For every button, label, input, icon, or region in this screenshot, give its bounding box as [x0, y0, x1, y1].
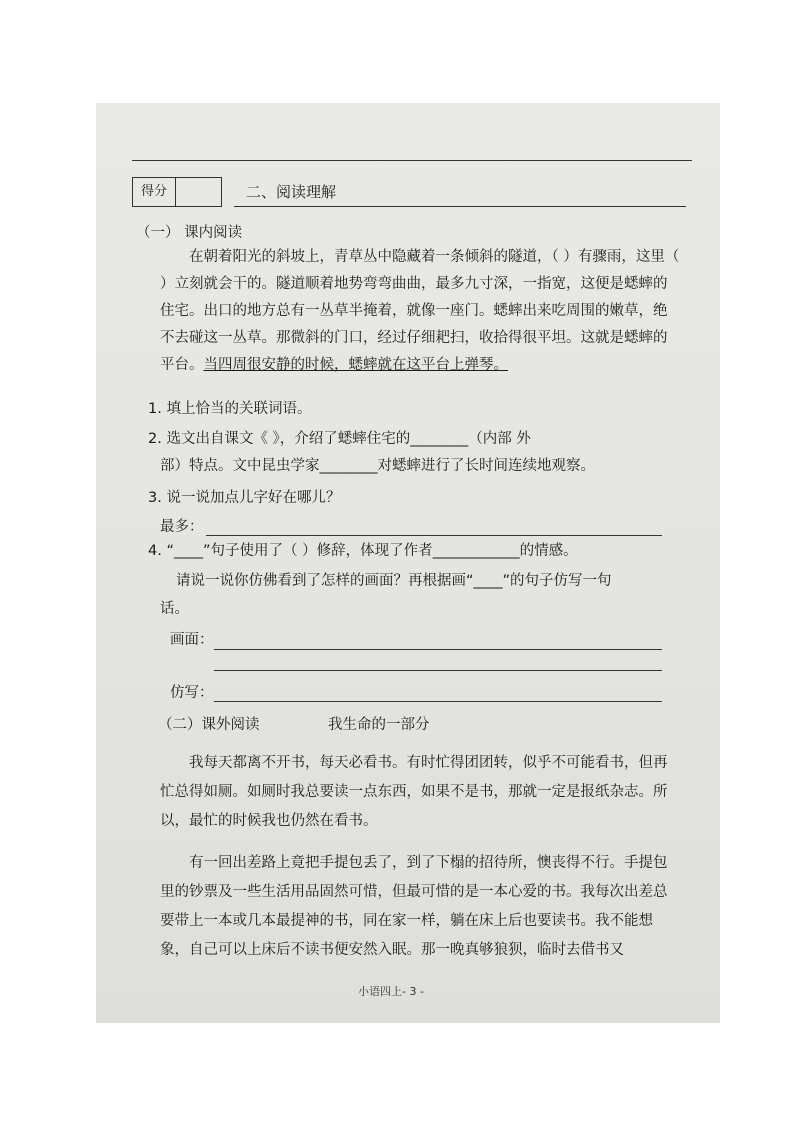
answer-line-fangxie[interactable]	[214, 701, 662, 702]
passage-text: 在朝着阳光的斜坡上，青草丛中隐藏着一条倾斜的隧道，（ ）有骤雨，这里（ ）立刻就会干的。隧道顺着地势弯弯曲曲，最多九寸深，一指宽，这便是蟋蟀的住宅。出口的地方总有一丛草半掩着，就像一座门。蟋蟀出来吃周围的嫩草，绝不去碰这一丛草。那微斜的门口，经过仔细耙扫，收拾得很平坦。这就是蟋蟀的平台。	[160, 249, 680, 373]
question-4-line3: 话。	[160, 601, 189, 617]
question-2-line1: 2. 选文出自课文《 》，介绍了蟋蟀住宅的________（内部 外	[148, 431, 531, 447]
answer-label-fangxie: 仿写：	[170, 685, 214, 701]
part2-paragraph-1: 我每天都离不开书，每天必看书。有时忙得团团转，似乎不可能看书，但再忙总得如厕。如厕时我总要读一点东西，如果不是书，那就一定是报纸杂志。所以，最忙的时候我也仍然在看书。	[160, 755, 668, 829]
part1-passage	[160, 244, 680, 379]
answer-line-huamian-2[interactable]	[214, 670, 662, 671]
top-rule	[132, 160, 692, 161]
article-title: 我生命的一部分	[328, 717, 430, 733]
underlined-sentence: 当四周很安静的时候，蟋蟀就在这平台上弹琴。	[203, 357, 508, 373]
section-rule	[234, 206, 686, 207]
answer-label-zuiduo: 最多：	[160, 519, 204, 535]
score-value-cell	[176, 178, 221, 206]
answer-line-zuiduo[interactable]	[206, 535, 662, 536]
question-1: 1. 填上恰当的关联词语。	[148, 401, 312, 417]
question-4-line2: 请说一说你仿佛看到了怎样的画面？再根据画“____”的句子仿写一句	[176, 573, 612, 589]
page-footer: 小语四上- 3 -	[358, 985, 424, 998]
part2-paragraph-2: 有一回出差路上竟把手提包丢了，到了下榻的招待所，懊丧得不行。手提包里的钞票及一些生活用品固然可惜，但最可惜的是一本心爱的书。我每次出差总要带上一本或几本最提神的书，同在家一样，躺在床上后也要读书。我不能想象，自己可以上床后不读书便安然入眠。那一晚真够狼狈，临时去借书又	[160, 855, 668, 958]
score-label: 得分	[133, 178, 176, 206]
question-4-line1: 4. “____”句子使用了（ ）修辞，体现了作者____________的情感。	[148, 543, 578, 559]
answer-label-huamian: 画面：	[170, 632, 214, 648]
section-title: 二、阅读理解	[246, 183, 337, 201]
question-2-line2: 部）特点。文中昆虫学家________对蟋蟀进行了长时间连续地观察。	[160, 458, 595, 474]
answer-line-huamian-1[interactable]	[214, 649, 662, 650]
part2-title: （二）课外阅读	[158, 717, 260, 733]
score-box	[132, 177, 222, 207]
part1-title: （一） 课内阅读	[136, 225, 243, 241]
exam-page-photo	[96, 103, 720, 1023]
question-3: 3. 说一说加点儿字好在哪儿？	[148, 490, 341, 506]
